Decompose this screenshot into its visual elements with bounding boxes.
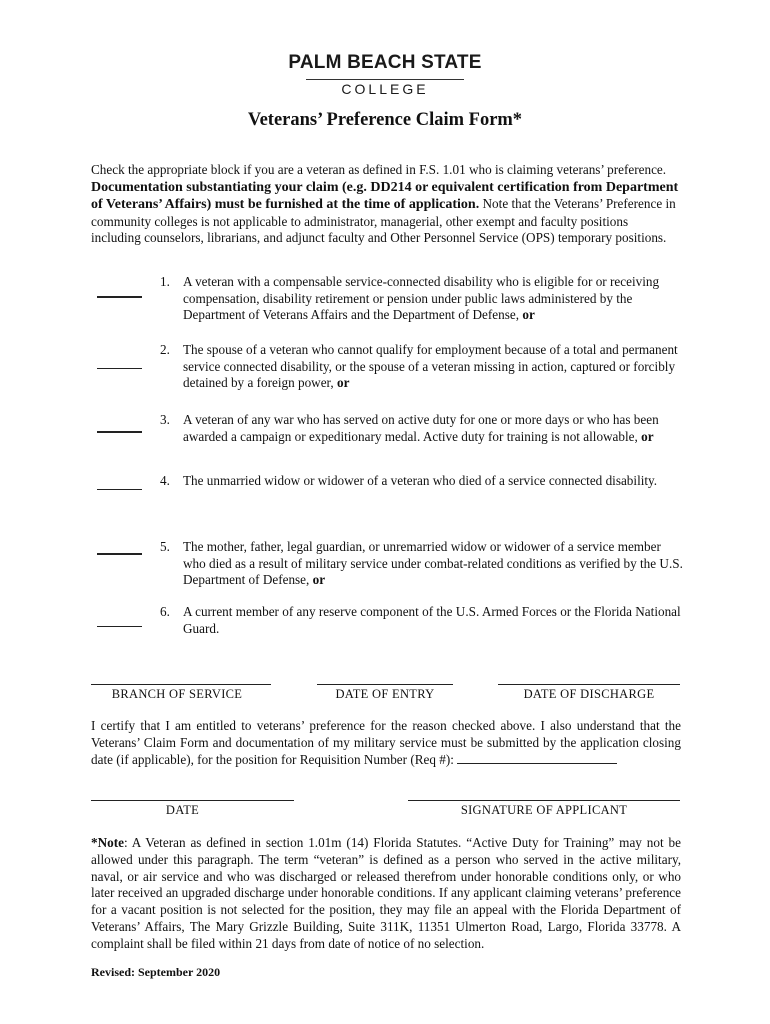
eligibility-item-2 (160, 342, 685, 392)
checkbox-blank-4[interactable] (97, 489, 142, 490)
checkbox-blank-5[interactable] (97, 553, 142, 555)
date-of-entry-label: DATE OF ENTRY (335, 687, 435, 701)
checkbox-blank-6[interactable] (97, 626, 142, 627)
eligibility-item-6 (160, 604, 685, 637)
college-logo-name: PALM BEACH STATE (288, 52, 482, 73)
college-logo-subtitle: COLLEGE (341, 81, 429, 97)
certification-text: I certify that I am entitled to veterans’ preference for the reason checked above. I also understand that the Veterans’ Claim Form and documentation of my military service must be submitted by the application closing date (if applicable), for the position for Requisition Number (Req #): (91, 718, 681, 767)
item-text: The unmarried widow or widower of a veteran who died of a service connected disability. (183, 473, 658, 488)
item-number: 3. (160, 412, 170, 427)
checkbox-blank-3[interactable] (97, 431, 142, 433)
certification-paragraph (91, 717, 681, 768)
revision-date: Revised: September 2020 (91, 965, 221, 979)
date-of-discharge-field[interactable] (498, 684, 680, 685)
item-text: A veteran with a compensable service-connected disability who is eligible for or receiving compensation, disability retirement or pension under public laws administered by the Department of Veterans Affairs and the Department of Defense, (183, 274, 660, 323)
eligibility-item-3 (160, 412, 685, 445)
requisition-number-field[interactable] (457, 751, 617, 764)
intro-text-2: Note that the Veterans’ Preference in community colleges is not applicable to administrator, managerial, other exempt and faculty positions including counselors, librarians, and adjunct faculty and Other Personnel Service (OPS) temporary positions. (91, 196, 676, 246)
footnote-paragraph (91, 835, 681, 953)
checkbox-blank-1[interactable] (97, 296, 142, 298)
note-text: : A Veteran as defined in section 1.01m (14) Florida Statutes. “Active Duty for Training” may not be allowed under this paragraph. The term “veteran” is defined as a person who served in the active military, naval, or air service and who was discharged or released therefrom under honorable conditions only, or who later received an upgraded discharge under honorable conditions. If any applicant claiming veterans’ preference for a vacant position is not selected for the position, they may file an appeal with the Florida Department of Veterans’ Affairs, The Mary Grizzle Building, Suite 311K, 11351 Ulmerton Road, Largo, Florida 33778. A complaint shall be filed within 21 days from date of notice of no selection. (91, 835, 681, 951)
item-number: 1. (160, 274, 170, 289)
note-label: *Note (91, 835, 124, 850)
date-field[interactable] (91, 800, 294, 801)
form-title: Veterans’ Preference Claim Form* (247, 110, 523, 130)
item-text: The mother, father, legal guardian, or unremarried widow or widower of a service member who died as a result of military service under combat-related conditions as verified by the U.S. Department of Defense, (183, 539, 683, 588)
eligibility-item-5 (160, 539, 685, 589)
signature-field[interactable] (408, 800, 680, 801)
item-number: 2. (160, 342, 170, 357)
branch-of-service-field[interactable] (91, 684, 271, 685)
eligibility-item-4 (160, 473, 685, 490)
item-text: A veteran of any war who has served on active duty for one or more days or who has been awarded a campaign or expeditionary medal. Active duty for training is not allowable, (183, 412, 659, 444)
branch-of-service-label: BRANCH OF SERVICE (111, 687, 243, 701)
item-number: 6. (160, 604, 170, 619)
date-of-entry-field[interactable] (317, 684, 453, 685)
intro-text-1: Check the appropriate block if you are a veteran as defined in F.S. 1.01 who is claiming veterans’ preference. (91, 162, 667, 177)
item-suffix: or (519, 307, 535, 323)
date-of-discharge-label: DATE OF DISCHARGE (523, 687, 655, 701)
item-number: 4. (160, 473, 170, 488)
item-suffix: or (637, 428, 654, 444)
logo-divider (306, 79, 464, 80)
checkbox-blank-2[interactable] (97, 368, 142, 369)
date-label: DATE (165, 803, 200, 817)
intro-paragraph (91, 162, 681, 247)
item-suffix: or (333, 375, 350, 391)
eligibility-item-1 (160, 274, 685, 324)
intro-emphasis: Documentation substantiating your claim (e.g. DD214 or equivalent certification from Department of Veterans’ Affairs) must be furnished at the time of application. (91, 179, 679, 213)
item-suffix: or (309, 572, 326, 588)
item-number: 5. (160, 539, 170, 554)
signature-label: SIGNATURE OF APPLICANT (460, 803, 628, 817)
item-text: A current member of any reserve component of the U.S. Armed Forces or the Florida National Guard. (183, 604, 681, 636)
item-text: The spouse of a veteran who cannot qualify for employment because of a total and permanent service connected disability, or the spouse of a veteran missing in action, captured or forcibly detained by a foreign power, (183, 342, 678, 391)
